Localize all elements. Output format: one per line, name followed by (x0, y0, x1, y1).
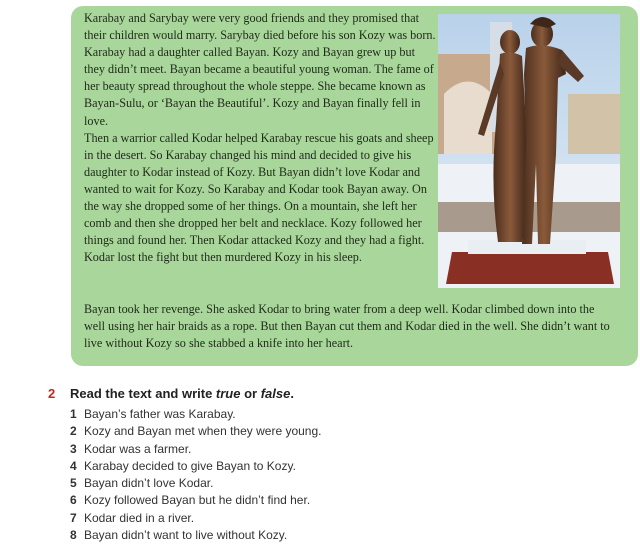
question-item (70, 458, 321, 475)
question-number: 5 (70, 476, 77, 491)
question-number: 6 (70, 493, 77, 508)
question-number: 4 (70, 458, 77, 473)
statue-photo (438, 14, 620, 288)
question-text: Bayan’s father was Karabay. (84, 407, 236, 421)
question-text: Kodar was a farmer. (84, 441, 192, 456)
statue-illustration (438, 14, 620, 288)
story-paragraph-3: Bayan took her revenge. She asked Kodar to bring water from a deep well. Kodar climbed down into the well using her hair braids as a rope. But then Bayan cut them and Kodar died in the well. She didn’t want to live without Kozy so she stabbed a knife into her heart. (84, 302, 610, 351)
story-paragraph-2: Then a warrior called Kodar helped Karabay rescue his goats and sheep in the desert. So Karabay changed his mind and decided to give his daughter to Kodar instead of Kozy. But Bayan didn’t love Kodar and wanted to wait for Kozy. So Karabay and Kodar took Bayan away. On the way she dropped some of her things. On a mountain, she left her comb and then she dropped her belt and necklace. Kozy followed her things and found her. Then Kodar attacked Kozy and they had a fight. Kodar lost the fight but then murdered Kozy in his sleep. (84, 130, 434, 265)
question-item (70, 527, 321, 544)
statue-female-head (500, 30, 520, 54)
exercise-title-true: true (215, 386, 241, 401)
exercise-title-prefix: Read the text and write (70, 386, 216, 401)
question-item (70, 423, 321, 440)
question-text: Kodar died in a river. (84, 510, 195, 525)
question-number: 3 (70, 441, 77, 456)
question-text: Bayan didn’t love Kodar. (84, 476, 214, 491)
exercise-title-suffix: . (290, 386, 294, 401)
story-text (84, 10, 436, 266)
question-number: 7 (70, 510, 77, 525)
question-number: 1 (70, 407, 77, 421)
question-item (70, 475, 321, 492)
exercise-title-false: false (260, 386, 291, 401)
question-item (70, 441, 321, 458)
building-right (568, 94, 620, 154)
exercise-title-or: or (240, 386, 261, 401)
question-text: Kozy and Bayan met when they were young. (84, 424, 322, 439)
question-item (70, 492, 321, 509)
question-item (70, 406, 321, 423)
question-text: Karabay decided to give Bayan to Kozy. (84, 458, 296, 473)
pedestal (446, 252, 614, 284)
question-text: Bayan didn’t want to live without Kozy. (84, 528, 288, 543)
exercise-title (70, 386, 294, 401)
question-number: 2 (70, 424, 77, 439)
exercise-questions (70, 406, 321, 544)
question-number: 8 (70, 528, 77, 543)
question-text: Kozy followed Bayan but he didn’t find her. (84, 493, 311, 508)
exercise-number: 2 (48, 386, 56, 401)
story-paragraph-1: Karabay and Sarybay were very good friends and they promised that their children would marry. Sarybay died before his son Kozy was born. Karabay had a daughter called Bayan. Kozy and Bayan grew up but they didn’t meet. Bayan became a beautiful young woman. The fame of her beauty spread throughout the whole steppe. She became known as Bayan-Sulu, or ‘Bayan the Beautiful’. Kozy and Bayan finally fell in love. (84, 11, 436, 128)
question-item (70, 510, 321, 527)
